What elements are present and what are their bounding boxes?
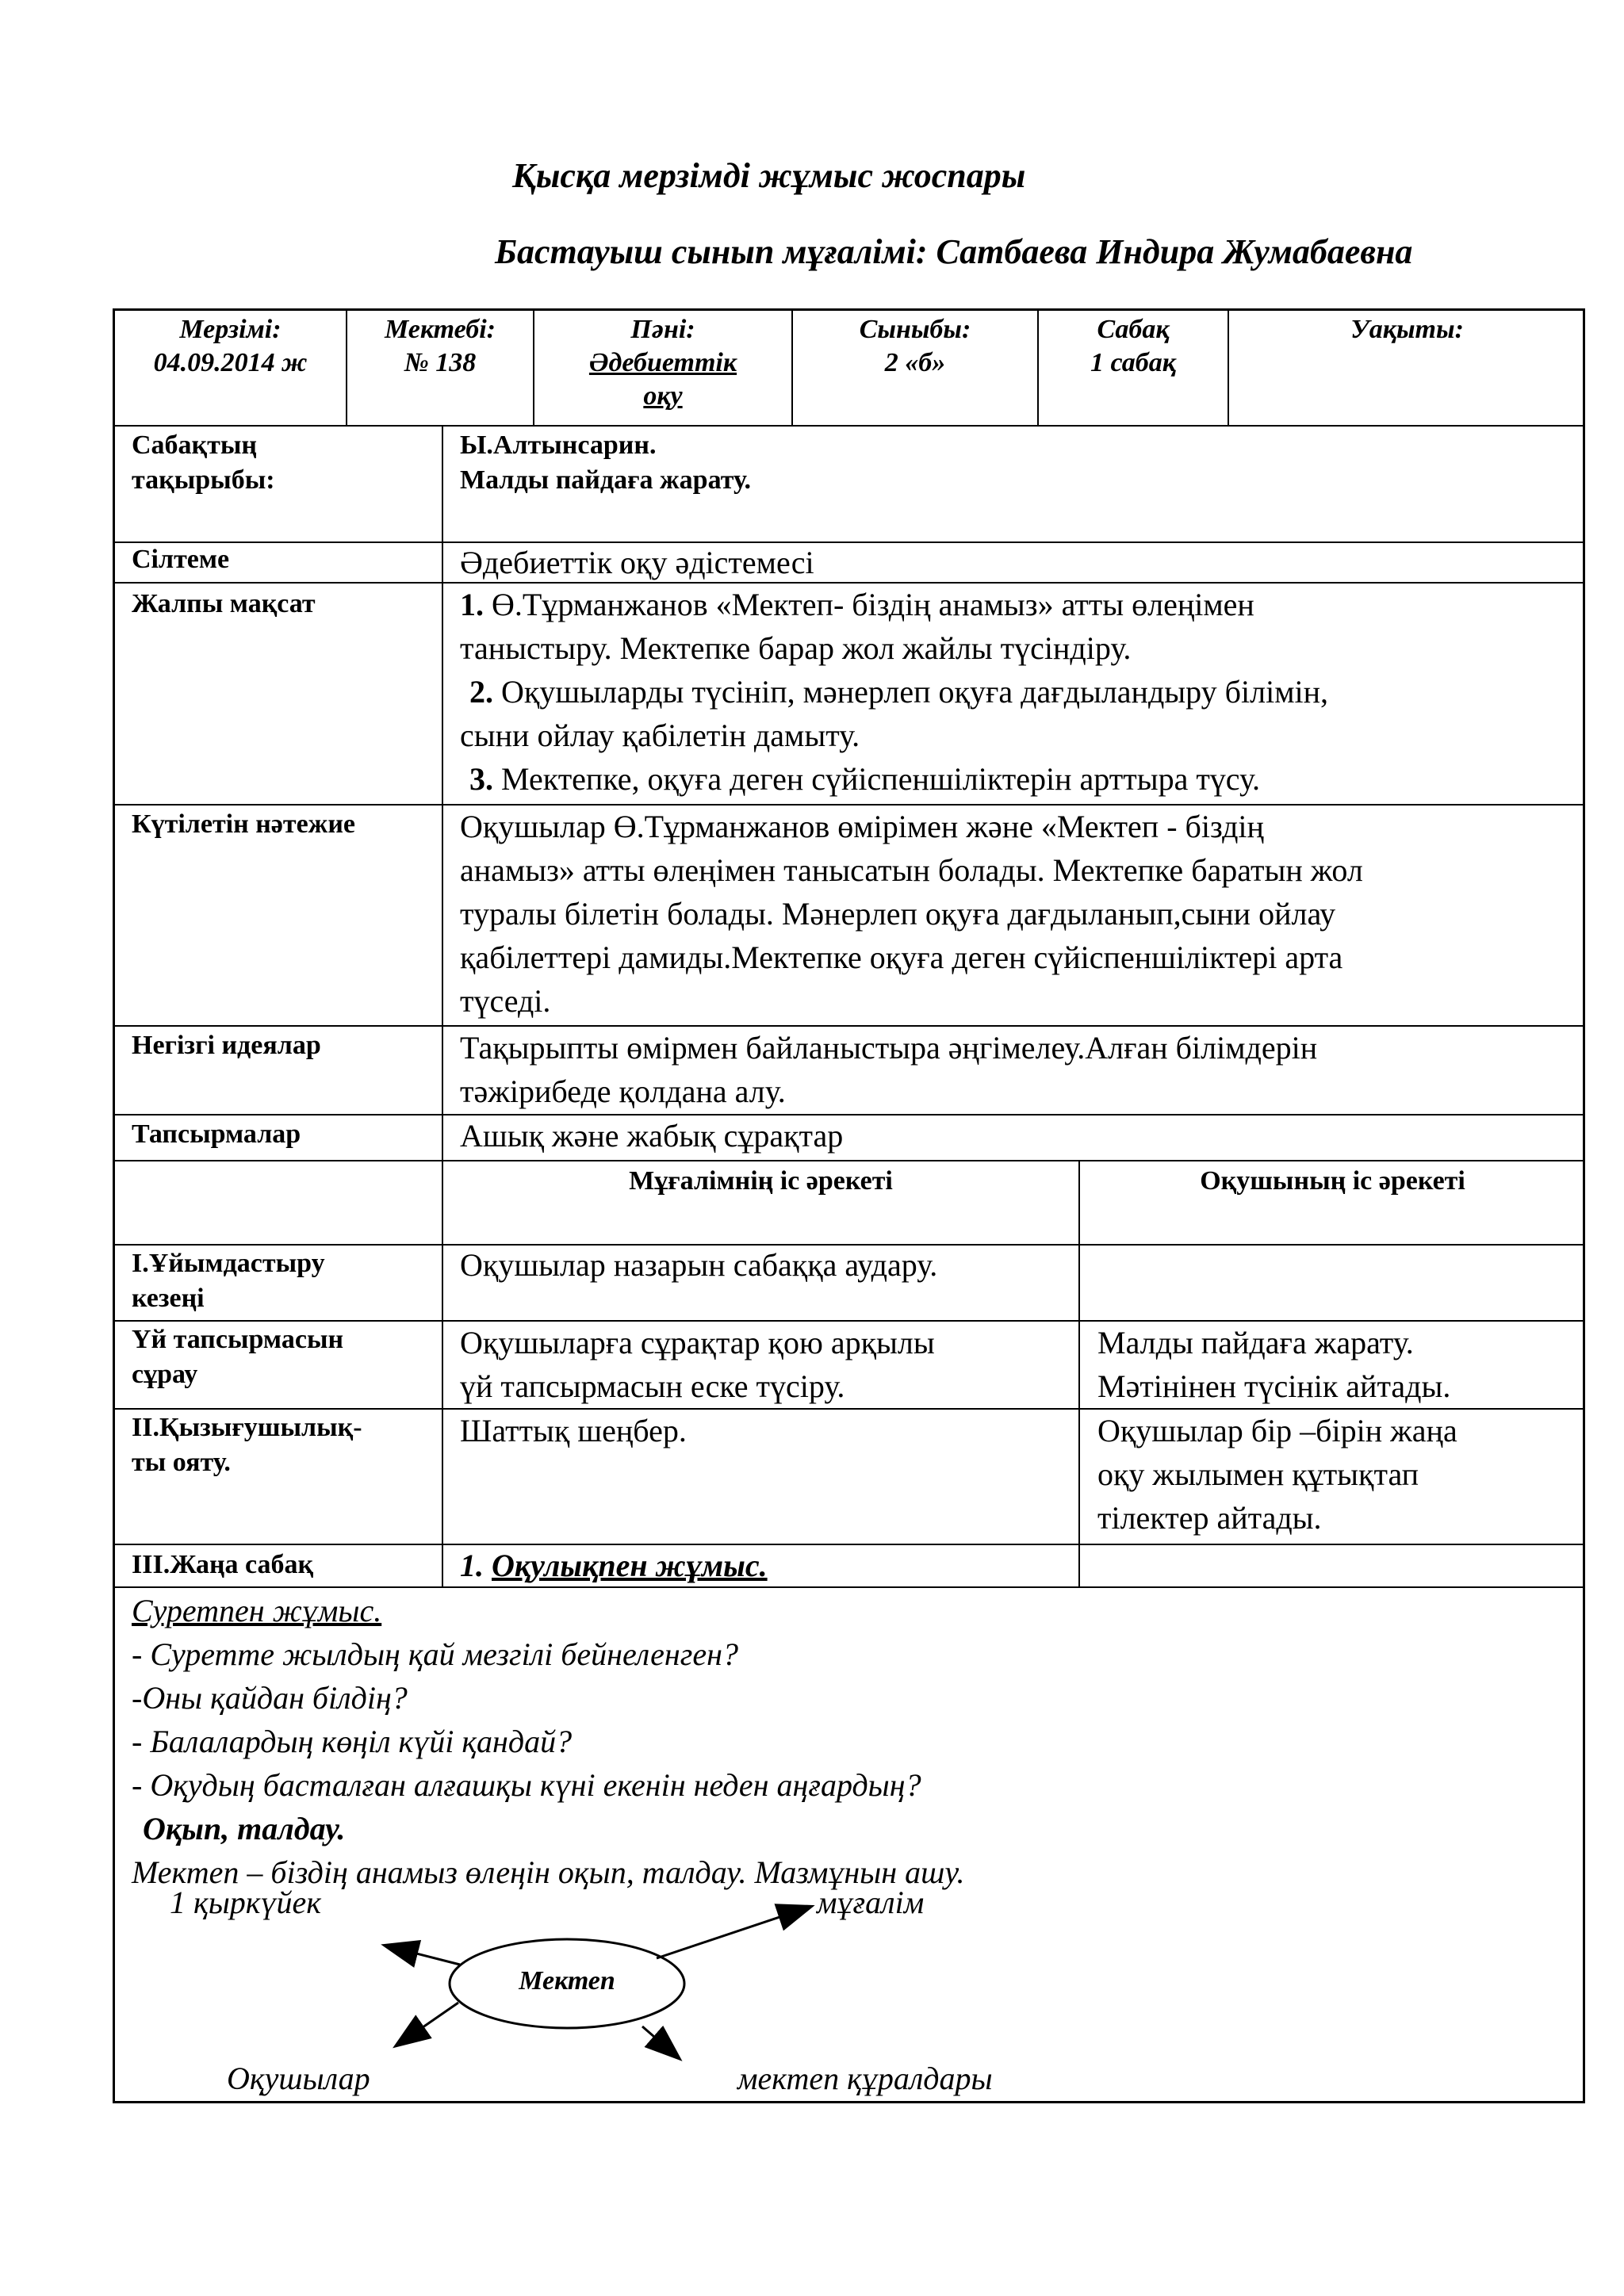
analysis-text: Мектеп – біздің анамыз өлеңін оқып, талдау. Мазмұнын ашу. [132,1854,965,1890]
result-label: Күтілетін нәтежие [132,809,356,839]
result-line-5: түседі. [460,983,551,1019]
goal-line-4: сыни ойлау қабілетін дамыту. [460,718,860,753]
stage1-label-2: кезеңі [132,1284,205,1313]
page-title: Қысқа мерзімді жұмыс жоспары [512,156,1026,195]
stage2-student-3: тілектер айтады. [1097,1500,1322,1536]
goal-line-1: 1. Ө.Тұрманжанов «Мектеп- біздің анамыз» атты өлеңімен [460,587,1254,622]
subject-value: Әдебиеттік [588,348,737,377]
goal-line-3: 2. Оқушыларды түсініп, мәнерлеп оқуға дағдыландыру білімін, [469,674,1329,710]
stage1-label: І.Ұйымдастыру [132,1249,325,1278]
home-label: Үй тапсырмасын [132,1325,344,1354]
result-line-4: қабілеттері дамиды.Мектепке оқуға деген сүйіспеншіліктері арта [460,939,1343,975]
lesson-value: 1 сабақ [1090,348,1176,377]
class-label: Сыныбы: [859,315,971,344]
stage3-label: ІІІ.Жаңа сабақ [132,1550,314,1579]
reference-value: Әдебиеттік оқу әдістемесі [460,545,814,580]
home-student-2: Мәтінінен түсінік айтады. [1097,1368,1451,1404]
ideas-line-2: тәжірибеде қолдана алу. [460,1073,786,1109]
arrow-top-right [657,1907,810,1958]
teacher-line: Бастауыш сынып мұғалімі: Сатбаева Индира Жумабаевна [495,232,1413,271]
topic-label: Сабақтың [132,430,257,460]
topic-author: Ы.Алтынсарин. [460,430,657,460]
tasks-value: Ашық және жабық сұрақтар [460,1118,844,1154]
cluster-bottom-left: Оқушылар [227,2061,370,2096]
stage3-teacher: 1. Оқулықпен жұмыс. [460,1548,768,1583]
stage2-label-2: ты ояту. [132,1448,231,1477]
topic-title: Малды пайдаға жарату. [460,465,752,495]
home-student-1: Малды пайдаға жарату. [1097,1325,1414,1360]
home-teacher-1: Оқушыларға сұрақтар қою арқылы [460,1325,935,1360]
goal-line-5: 3. Мектепке, оқуға деген сүйіспеншіліктерін арттыра түсу. [469,761,1261,797]
lesson-label: Сабақ [1097,315,1170,344]
home-teacher-2: үй тапсырмасын еске түсіру. [460,1368,845,1404]
cluster-center: Мектеп [519,1966,615,1996]
stage1-teacher: Оқушылар назарын сабаққа аудару. [460,1247,938,1283]
goal-label: Жалпы мақсат [132,589,316,618]
class-value: 2 «б» [884,348,946,377]
stage2-label: ІІ.Қызығушылық- [132,1413,362,1442]
cluster-bottom-right: мектеп құралдары [737,2061,993,2096]
question-2: -Оны қайдан білдің? [132,1680,408,1716]
stage2-student-2: оқу жылымен құтықтап [1097,1456,1419,1492]
result-line-1: Оқушылар Ө.Тұрманжанов өмірімен және «Мектеп - біздің [460,809,1264,844]
subject-label: Пәні: [630,315,695,344]
stage2-teacher: Шаттық шеңбер. [460,1413,687,1448]
arrow-bottom-right [642,2026,679,2058]
school-label: Мектебі: [384,315,496,344]
question-1: - Суретте жылдың қай мезгілі бейнеленген? [132,1636,738,1672]
time-label: Уақыты: [1350,315,1464,344]
arrow-bottom-left [396,2003,458,2045]
cluster-top-left: 1 қыркүйек [170,1885,321,1920]
cluster-top-right: мұғалім [817,1885,925,1920]
tasks-label: Тапсырмалар [132,1119,301,1149]
student-activity-header: Оқушының іс әрекеті [1200,1166,1465,1196]
reference-label: Сілтеме [132,545,230,574]
school-value: № 138 [404,348,477,377]
question-4: - Оқудың басталған алғашқы күні екенін неден аңғардың? [132,1767,921,1803]
subject-value-2: оқу [643,381,683,411]
analysis-heading: Оқып, талдау. [143,1811,346,1846]
date-value: 04.09.2014 ж [153,348,308,377]
date-label: Мерзімі: [179,315,282,344]
result-line-2: анамыз» атты өлеңімен танысатын болады. Мектепке баратын жол [460,852,1363,888]
arrow-top-left [385,1946,460,1965]
goal-line-2: таныстыру. Мектепке барар жол жайлы түсіндіру. [460,630,1132,666]
question-3: - Балалардың көңіл күйі қандай? [132,1724,573,1759]
work-heading: Суретпен жұмыс. [132,1593,382,1628]
topic-label-2: тақырыбы: [132,465,275,495]
ideas-label: Негізгі идеялар [132,1031,321,1060]
stage2-student-1: Оқушылар бір –бірін жаңа [1097,1413,1457,1448]
teacher-activity-header: Мұғалімнің іс әрекеті [629,1166,893,1196]
ideas-line-1: Тақырыпты өмірмен байланыстыра әңгімелеу.Алған білімдерін [460,1030,1318,1066]
home-label-2: сұрау [132,1360,198,1389]
result-line-3: туралы білетін болады. Мәнерлеп оқуға дағдыланып,сыни ойлау [460,896,1336,932]
